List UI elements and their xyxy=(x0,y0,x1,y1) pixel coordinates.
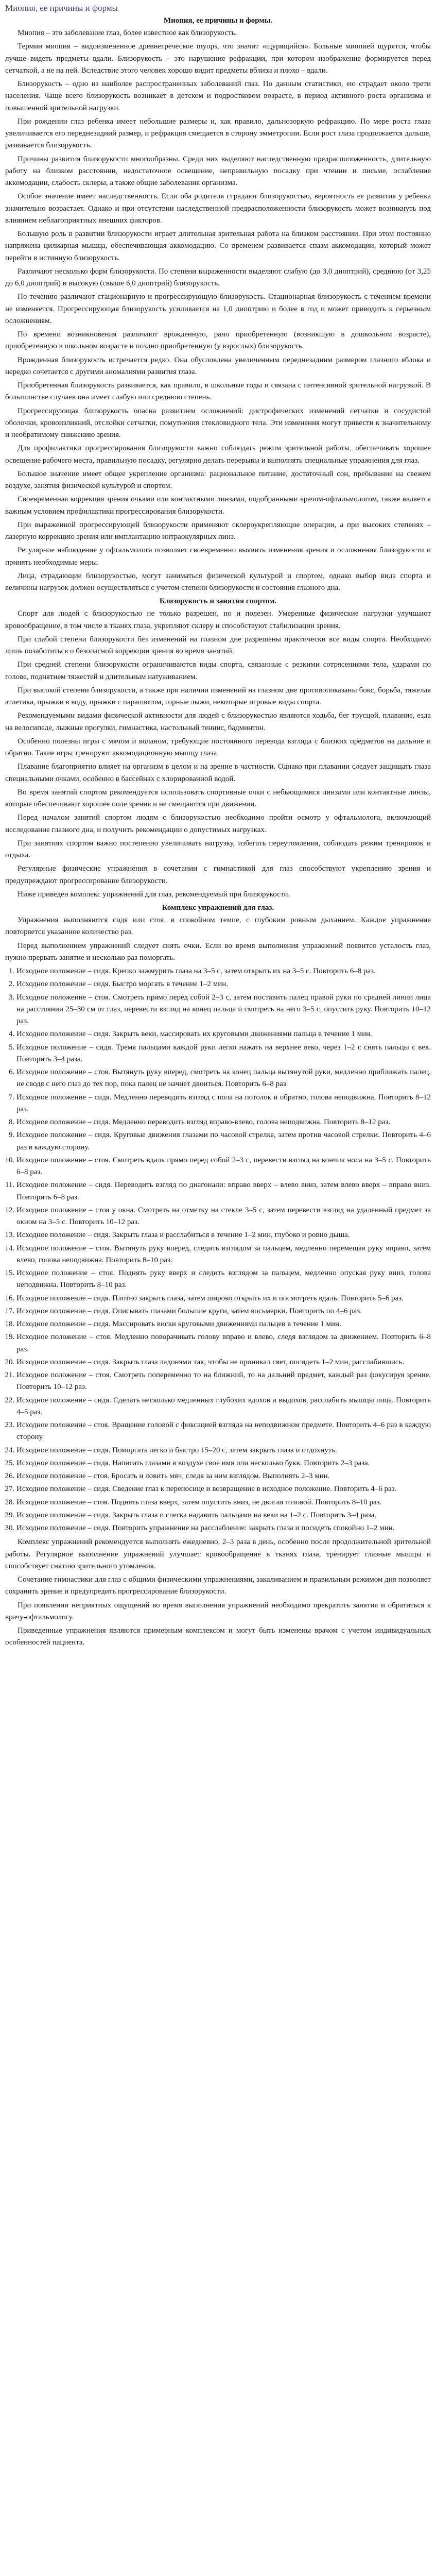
paragraph: При появлении неприятных ощущений во время выполнения упражнений необходимо прекратить занятия и обратиться к врачу-офтальмологу. xyxy=(5,1601,431,1621)
paragraph: Плавание благоприятно влияет на организм в целом и на зрение в частности. Однако при плавании следует защищать глаза специальными очками, особенно в бассейнах с хлорированной водой. xyxy=(5,762,431,783)
paragraph: Особое значение имеет наследственность. Если оба родителя страдают близорукостью, вероятность ее развития у ребенка значительно возрастает. Однако и при отсутствии наследственной предрасположенности близорукость может возникнуть под влиянием неблагоприятных внешних факторов. xyxy=(5,192,431,225)
exercise-item: 19. Исходное положение – стоя. Медленно поворачивать голову вправо и влево, следя взглядом за движением. Повторить 6–8 раз. xyxy=(16,1331,431,1355)
exercise-item: 24. Исходное положение – сидя. Поморгать легко и быстро 15–20 с, затем закрыть глаза и отдохнуть. xyxy=(16,1445,431,1456)
section-heading: Близорукость и занятия спортом. xyxy=(159,597,277,606)
paragraph: Причины развития близорукости многообразны. Среди них выделяют наследственную предрасположенность, длительную работу на близком расстоянии, недостаточное освещение, неправильную посадку при чтении и письме, ослабление аккомодации, слабость склеры, а также общие заболевания организма. xyxy=(5,155,431,187)
paragraph: Сочетание гимнастики для глаз с общими физическими упражнениями, закаливанием и правильным режимом дня позволяет сохранить зрение и предупредить прогрессирование близорукости. xyxy=(5,1575,431,1596)
paragraph: Своевременная коррекция зрения очками или контактными линзами, подобранными врачом-офтальмологом, также является важным условием профилактики прогрессирования близорукости. xyxy=(5,495,431,516)
exercise-item: 18. Исходное положение – сидя. Массировать виски круговыми движениями пальцев в течение 1 мин. xyxy=(16,1318,431,1330)
paragraph: Ниже приведен комплекс упражнений для глаз, рекомендуемый при близорукости. xyxy=(18,890,290,899)
exercise-item: 13. Исходное положение – сидя. Закрыть глаза и расслабиться в течение 1–2 мин, глубоко и ровно дыша. xyxy=(16,1229,431,1241)
paragraph: Перед началом занятий спортом людям с близорукостью необходимо пройти осмотр у офтальмолога, включающий исследование глазного дна, и получить рекомендации о допустимых нагрузках. xyxy=(5,814,431,834)
exercise-item: 27. Исходное положение – сидя. Сведение глаз к переносице и возвращение в исходное положение. Повторить 4–6 раз. xyxy=(16,1483,431,1495)
exercise-item: 23. Исходное положение – стоя. Вращение головой с фиксацией взгляда на неподвижном предмете. Повторить 4–6 раз в каждую сторону. xyxy=(16,1419,431,1444)
exercise-item: 8. Исходное положение – сидя. Медленно переводить взгляд вправо-влево, голова неподвижна. Повторить 8–12 раз. xyxy=(16,1116,431,1128)
paragraph: Особенно полезны игры с мячом и воланом, требующие постоянного перевода взгляда с близких предметов на дальние и обратно. Такие игры тренируют аккомодационную мышцу глаза. xyxy=(5,737,431,757)
section-heading: Миопия, ее причины и формы. xyxy=(163,16,273,25)
exercise-item: 6. Исходное положение – стоя. Вытянуть руку вперед, смотреть на конец пальца вытянутой руки, медленно приближать палец, не сводя с него глаз до тех пор, пока палец не начнет двоиться. Повторить 6–8 раз. xyxy=(16,1066,431,1091)
paragraph: Миопия – это заболевание глаз, более известное как близорукость. xyxy=(18,29,237,37)
exercise-item: 14. Исходное положение – стоя. Вытянуть руку вперед, следить взглядом за пальцем, медленно перемещая руку вправо, затем влево, голова неподвижна. Повторить 8–10 раз. xyxy=(16,1243,431,1267)
exercise-item: 5. Исходное положение – сидя. Тремя пальцами каждой руки легко нажать на верхнее веко, через 1–2 с снять пальцы с век. Повторить 3–4 раза. xyxy=(16,1042,431,1066)
page-title: Миопия, ее причины и формы xyxy=(5,3,118,13)
exercise-item: 16. Исходное положение – сидя. Плотно закрыть глаза, затем широко открыть их и посмотреть вдаль. Повторить 5–6 раз. xyxy=(16,1293,431,1304)
paragraph: Для профилактики прогрессирования близорукости важно соблюдать режим зрительной работы, обеспечивать хорошее освещение рабочего места, правильную посадку, регулярно делать перерывы и выполнять специальные упражнения для глаз. xyxy=(5,444,431,465)
exercise-item: 20. Исходное положение – сидя. Закрыть глаза ладонями так, чтобы не проникал свет, посидеть 1–2 мин, расслабившись. xyxy=(16,1357,431,1368)
paragraph: По времени возникновения различают врожденную, рано приобретенную (возникшую в дошкольном возрасте), приобретенную в школьном возрасте и поздно приобретенную (у взрослых) близорукость. xyxy=(5,330,431,351)
footer-note: Приведенные упражнения являются примерным комплексом и могут быть изменены врачом с учетом индивидуальных особенностей пациента. xyxy=(5,1626,431,1647)
paragraph: Рекомендуемыми видами физической активности для людей с близорукостью являются ходьба, бег трусцой, плавание, езда на велосипеде, лыжные прогулки, гимнастика, настольный теннис, бадминтон. xyxy=(5,711,431,732)
paragraph: Большую роль в развитии близорукости играет длительная зрительная работа на близком расстоянии. При этом постоянно напряжена цилиарная мышца, обеспечивающая аккомодацию. Со временем развивается спазм аккомодации, который может перейти в истинную близорукость. xyxy=(5,230,431,262)
paragraph: Спорт для людей с близорукостью не только разрешен, но и полезен. Умеренные физические нагрузки улучшают кровообращение, в том числе в тканях глаза, укрепляют склеру и способствуют стабилизации зрения. xyxy=(5,609,431,630)
document-body xyxy=(5,16,431,1623)
paragraph: Перед выполнением упражнений следует снять очки. Если во время выполнения упражнений появится усталость глаз, нужно прервать занятие и несколько раз поморгать. xyxy=(5,941,431,962)
exercise-item: 22. Исходное положение – сидя. Сделать несколько медленных глубоких вдохов и выдохов, расслабить мышцы лица. Повторить 4–5 раз. xyxy=(16,1395,431,1419)
paragraph: При выраженной прогрессирующей близорукости применяют склероукрепляющие операции, а при высоких степенях – лазерную коррекцию зрения или имплантацию интраокулярных линз. xyxy=(5,520,431,541)
exercise-item: 26. Исходное положение – стоя. Бросать и ловить мяч, следя за ним взглядом. Выполнять 2–3 мин. xyxy=(16,1470,431,1482)
paragraph: Упражнения выполняются сидя или стоя, в спокойном темпе, с глубоким ровным дыханием. Каждое упражнение повторяется указанное количество раз. xyxy=(5,916,431,937)
paragraph: Регулярные физические упражнения в сочетании с гимнастикой для глаз способствуют укреплению зрения и предупреждают прогрессирование близорукости. xyxy=(5,865,431,885)
exercise-item: 1. Исходное положение – сидя. Крепко зажмурить глаза на 3–5 с, затем открыть их на 3–5 с. Повторить 6–8 раз. xyxy=(16,965,431,977)
exercise-item: 4. Исходное положение – сидя. Закрыть веки, массировать их круговыми движениями пальца в течение 1 мин. xyxy=(16,1028,431,1040)
paragraph: Близорукость – одно из наиболее распространенных заболеваний глаз. По данным статистики, ею страдает около трети населения. Чаще всего близорукость возникает в детском и подростковом возрасте, в период активного роста организма и повышенной зрительной нагрузки. xyxy=(5,80,431,112)
paragraph: Приобретенная близорукость развивается, как правило, в школьные годы и связана с интенсивной зрительной нагрузкой. В большинстве случаев она имеет слабую или среднюю степень. xyxy=(5,381,431,402)
exercise-item: 9. Исходное положение – сидя. Круговые движения глазами по часовой стрелке, затем против часовой стрелки. Повторить 4–6 раз в каждую сторону. xyxy=(16,1129,431,1154)
exercise-item: 7. Исходное положение – сидя. Медленно переводить взгляд с пола на потолок и обратно, голова неподвижна. Повторить 8–12 раз. xyxy=(16,1092,431,1116)
exercise-item: 15. Исходное положение – стоя. Поднять руку вверх и следить взглядом за пальцем, медленно опуская руку вниз, голова неподвижна. Повторить 8–10 раз. xyxy=(16,1267,431,1292)
paragraph: Регулярное наблюдение у офтальмолога позволяет своевременно выявить изменения зрения и осложнения близорукости и принять необходимые меры. xyxy=(5,546,431,567)
section-heading: Комплекс упражнений для глаз. xyxy=(162,904,274,912)
paragraph: Комплекс упражнений рекомендуется выполнять ежедневно, 2–3 раза в день, особенно после продолжительной зрительной работы. Регулярное выполнение упражнений улучшает кровообращение в тканях глаза, тренирует глазные мышцы и способствует снятию зрительного утомления. xyxy=(5,1538,431,1570)
paragraph: При рождении глаз ребенка имеет небольшие размеры и, как правило, дальнозоркую рефракцию. По мере роста глаза увеличивается его переднезадний размер, и рефракция смещается в сторону эмметропии. Если рост глаза продолжается дальше, развивается близорукость. xyxy=(5,117,431,150)
exercise-item: 10. Исходное положение – стоя. Смотреть вдаль прямо перед собой 2–3 с, перевести взгляд на кончик носа на 3–5 с. Повторить 6–8 раз. xyxy=(16,1155,431,1179)
exercise-item: 2. Исходное положение – сидя. Быстро моргать в течение 1–2 мин. xyxy=(16,978,431,990)
paragraph: Во время занятий спортом рекомендуется использовать спортивные очки с небьющимися линзами или контактные линзы, которые обеспечивают хорошее поле зрения и не смещаются при движении. xyxy=(5,788,431,808)
paragraph: При слабой степени близорукости без изменений на глазном дне разрешены практически все виды спорта. Необходимо лишь позаботиться о безопасной коррекции зрения во время занятий. xyxy=(5,635,431,655)
exercise-item: 28. Исходное положение – стоя. Поднять глаза вверх, затем опустить вниз, не двигая головой. Повторить 8–10 раз. xyxy=(16,1497,431,1509)
paragraph: При занятиях спортом важно постепенно увеличивать нагрузку, избегать переутомления, соблюдать режим тренировок и отдыха. xyxy=(5,839,431,859)
exercise-item: 3. Исходное положение – стоя. Смотреть прямо перед собой 2–3 с, затем поставить палец правой руки по средней линии лица на расстоянии 25–30 см от глаз, перевести взгляд на конец пальца и смотреть на него 3–5 с, опустить руку. Повторить 10–12 раз. xyxy=(16,992,431,1028)
paragraph: Большое значение имеет общее укрепление организма: рациональное питание, достаточный сон, пребывание на свежем воздухе, занятия физической культурой и спортом. xyxy=(5,469,431,490)
paragraph: При высокой степени близорукости, а также при наличии изменений на глазном дне противопоказаны бокс, борьба, тяжелая атлетика, прыжки в воду, прыжки с парашютом, горные лыжи, некоторые игровые виды спорта. xyxy=(5,686,431,706)
paragraph: Различают несколько форм близорукости. По степени выраженности выделяют слабую (до 3,0 диоптрий), среднюю (от 3,25 до 6,0 диоптрий) и высокую (свыше 6,0 диоптрий) близорукость. xyxy=(5,267,431,287)
paragraph: При средней степени близорукости ограничиваются виды спорта, связанные с резкими сотрясениями тела, ударами по голове, поднятием тяжестей и длительным натуживанием. xyxy=(5,660,431,681)
exercise-item: 17. Исходное положение – сидя. Описывать глазами большие круги, затем восьмерки. Повторить по 4–6 раз. xyxy=(16,1306,431,1317)
exercise-item: 11. Исходное положение – сидя. Переводить взгляд по диагонали: вправо вверх – влево вниз, затем влево вверх – вправо вниз. Повторить 6–8 раз. xyxy=(16,1179,431,1204)
paragraph: По течению различают стационарную и прогрессирующую близорукость. Стационарная близорукость с течением времени не изменяется. Прогрессирующая близорукость усиливается на 1,0 диоптрию и более в год и может приводить к серьезным осложнениям. xyxy=(5,293,431,325)
paragraph: Прогрессирующая близорукость опасна развитием осложнений: дистрофических изменений сетчатки и сосудистой оболочки, кровоизлияний, отслойки сетчатки, помутнения стекловидного тела. Эти изменения могут привести к значительному и необратимому снижению зрения. xyxy=(5,406,431,439)
exercise-item: 29. Исходное положение – сидя. Закрыть глаза и слегка надавить пальцами на веки на 1–2 с. Повторить 3–4 раза. xyxy=(16,1510,431,1521)
paragraph: Термин миопия – видоизмененное древнегреческое myops, что значит «щурящийся». Больные миопией щурятся, чтобы лучше видеть предметы вдали. Близорукость – это нарушение рефракции, при котором изображение формируется перед сетчаткой, а не на ней. Вследствие этого человек хорошо видит предметы вблизи и плохо – вдали. xyxy=(5,42,431,75)
exercise-item: 12. Исходное положение – стоя у окна. Смотреть на отметку на стекле 3–5 с, затем перевести взгляд на удаленный предмет за окном на 3–5 с. Повторить 10–12 раз. xyxy=(16,1205,431,1229)
exercise-item: 25. Исходное положение – сидя. Написать глазами в воздухе свое имя или несколько букв. Повторить 2–3 раза. xyxy=(16,1458,431,1469)
exercise-item: 21. Исходное положение – стоя. Смотреть попеременно то на ближний, то на дальний предмет, каждый раз фокусируя зрение. Повторить 10–12 раз. xyxy=(16,1369,431,1394)
paragraph: Лица, страдающие близорукостью, могут заниматься физической культурой и спортом, однако выбор вида спорта и величины нагрузок должен осуществляться с учетом степени близорукости и состояния глазного дна. xyxy=(5,571,431,592)
exercise-item: 30. Исходное положение – сидя. Повторить упражнение на расслабление: закрыть глаза и посидеть спокойно 1–2 мин. xyxy=(16,1522,431,1534)
exercise-list xyxy=(5,965,431,1534)
paragraph: Врожденная близорукость встречается редко. Она обусловлена увеличенным переднезадним размером глазного яблока и нередко сочетается с другими аномалиями развития глаза. xyxy=(5,355,431,376)
